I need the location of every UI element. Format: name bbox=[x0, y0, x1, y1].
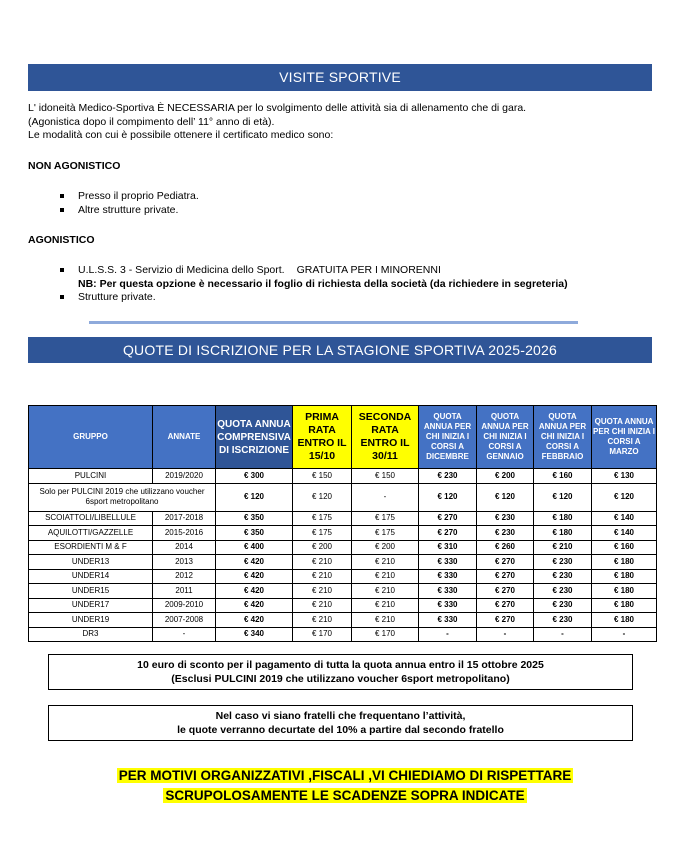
list-item: Presso il proprio Pediatra. bbox=[60, 190, 199, 204]
table-cell: € 270 bbox=[477, 613, 534, 628]
non-agonistico-heading: NON AGONISTICO bbox=[28, 160, 121, 172]
table-cell: 2015-2016 bbox=[153, 526, 216, 541]
table-cell: € 230 bbox=[534, 569, 592, 584]
table-cell: € 170 bbox=[293, 627, 352, 642]
table-cell: € 175 bbox=[293, 511, 352, 526]
table-cell: € 350 bbox=[216, 526, 293, 541]
table-cell: € 210 bbox=[293, 598, 352, 613]
table-cell: € 140 bbox=[592, 511, 657, 526]
list-item bbox=[60, 264, 568, 278]
table-cell: 2011 bbox=[153, 584, 216, 599]
sconto-note bbox=[48, 654, 633, 690]
table-cell: - bbox=[419, 627, 477, 642]
table-cell: € 330 bbox=[419, 584, 477, 599]
table-cell: € 175 bbox=[352, 526, 419, 541]
table-cell: UNDER19 bbox=[29, 613, 153, 628]
header-prima-rata: PRIMA RATA ENTRO IL 15/10 bbox=[293, 406, 352, 469]
table-cell: - bbox=[592, 627, 657, 642]
table-cell: 2014 bbox=[153, 540, 216, 555]
visite-intro bbox=[28, 102, 526, 143]
table-cell: € 230 bbox=[534, 584, 592, 599]
table-cell: € 150 bbox=[352, 469, 419, 484]
table-cell: € 230 bbox=[419, 469, 477, 484]
table-cell: € 170 bbox=[352, 627, 419, 642]
table-cell: € 200 bbox=[293, 540, 352, 555]
table-cell: € 160 bbox=[592, 540, 657, 555]
table-cell: € 230 bbox=[534, 598, 592, 613]
table-cell: € 230 bbox=[477, 511, 534, 526]
gratuita-text: GRATUITA PER I MINORENNI bbox=[296, 264, 441, 276]
table-cell: € 400 bbox=[216, 540, 293, 555]
intro-line: Le modalità con cui è possibile ottenere il certificato medico sono: bbox=[28, 129, 334, 141]
table-cell: € 120 bbox=[477, 483, 534, 511]
header-annate: ANNATE bbox=[153, 406, 216, 469]
table-cell: € 330 bbox=[419, 598, 477, 613]
table-cell: € 120 bbox=[419, 483, 477, 511]
table-cell: € 260 bbox=[477, 540, 534, 555]
table-cell: UNDER13 bbox=[29, 555, 153, 570]
list-item: Strutture private. bbox=[60, 291, 568, 305]
quote-banner: QUOTE DI ISCRIZIONE PER LA STAGIONE SPORTIVA 2025-2026 bbox=[28, 337, 652, 363]
table-cell: 2013 bbox=[153, 555, 216, 570]
table-cell: € 120 bbox=[216, 483, 293, 511]
fratelli-line: Nel caso vi siano fratelli che frequentano l’attività, bbox=[215, 710, 466, 722]
table-row bbox=[29, 555, 657, 570]
table-cell: € 210 bbox=[352, 584, 419, 599]
agonistico-heading: AGONISTICO bbox=[28, 234, 95, 246]
visite-sportive-banner: VISITE SPORTIVE bbox=[28, 64, 652, 91]
table-cell: € 340 bbox=[216, 627, 293, 642]
warning-line: PER MOTIVI ORGANIZZATIVI ,FISCALI ,VI CHIEDIAMO DI RISPETTARE bbox=[118, 768, 572, 783]
table-cell: - bbox=[352, 483, 419, 511]
table-cell: 2007-2008 bbox=[153, 613, 216, 628]
table-cell: € 420 bbox=[216, 598, 293, 613]
table-cell: UNDER14 bbox=[29, 569, 153, 584]
table-cell: 2017-2018 bbox=[153, 511, 216, 526]
table-cell: € 420 bbox=[216, 569, 293, 584]
table-cell: UNDER15 bbox=[29, 584, 153, 599]
table-cell: AQUILOTTI/GAZZELLE bbox=[29, 526, 153, 541]
fees-table bbox=[28, 405, 657, 642]
table-cell: PULCINI bbox=[29, 469, 153, 484]
table-header-row bbox=[29, 406, 657, 469]
header-seconda-rata: SECONDA RATA ENTRO IL 30/11 bbox=[352, 406, 419, 469]
header-gruppo: GRUPPO bbox=[29, 406, 153, 469]
header-dicembre: QUOTA ANNUA PER CHI INIZIA I CORSI A DICEMBRE bbox=[419, 406, 477, 469]
table-row bbox=[29, 483, 657, 511]
table-cell: € 180 bbox=[592, 555, 657, 570]
table-cell: 2019/2020 bbox=[153, 469, 216, 484]
table-row bbox=[29, 613, 657, 628]
table-cell: € 210 bbox=[293, 584, 352, 599]
table-row bbox=[29, 569, 657, 584]
table-cell: € 180 bbox=[534, 526, 592, 541]
table-cell: € 180 bbox=[592, 613, 657, 628]
table-cell: € 210 bbox=[293, 613, 352, 628]
header-febbraio: QUOTA ANNUA PER CHI INIZIA I CORSI A FEBBRAIO bbox=[534, 406, 592, 469]
table-cell: € 210 bbox=[534, 540, 592, 555]
table-cell: € 270 bbox=[419, 526, 477, 541]
table-cell: 2009-2010 bbox=[153, 598, 216, 613]
table-row bbox=[29, 540, 657, 555]
table-row bbox=[29, 584, 657, 599]
table-cell: € 120 bbox=[592, 483, 657, 511]
table-cell: 2012 bbox=[153, 569, 216, 584]
table-cell: € 210 bbox=[352, 569, 419, 584]
table-cell: € 150 bbox=[293, 469, 352, 484]
table-cell: - bbox=[534, 627, 592, 642]
table-cell: € 130 bbox=[592, 469, 657, 484]
sconto-line: 10 euro di sconto per il pagamento di tutta la quota annua entro il 15 ottobre 2025 bbox=[137, 659, 544, 671]
agonistico-list bbox=[60, 264, 568, 305]
table-row bbox=[29, 511, 657, 526]
table-cell: € 420 bbox=[216, 555, 293, 570]
table-cell: € 200 bbox=[352, 540, 419, 555]
table-row bbox=[29, 627, 657, 642]
table-cell: € 180 bbox=[592, 569, 657, 584]
table-cell: € 210 bbox=[352, 613, 419, 628]
table-cell: € 300 bbox=[216, 469, 293, 484]
table-cell: € 230 bbox=[477, 526, 534, 541]
table-cell: € 180 bbox=[592, 598, 657, 613]
table-cell: € 230 bbox=[534, 555, 592, 570]
intro-line: L' idoneità Medico-Sportiva È NECESSARIA per lo svolgimento delle attività sia di allenamento che di gara. bbox=[28, 102, 527, 114]
table-cell: € 180 bbox=[592, 584, 657, 599]
table-cell: ESORDIENTI M & F bbox=[29, 540, 153, 555]
ulss-text: U.L.S.S. 3 - Servizio di Medicina dello Sport. bbox=[78, 264, 285, 276]
table-cell: Solo per PULCINI 2019 che utilizzano voucher 6sport metropolitano bbox=[29, 483, 216, 511]
table-cell: € 210 bbox=[352, 598, 419, 613]
table-cell: € 200 bbox=[477, 469, 534, 484]
table-cell: DR3 bbox=[29, 627, 153, 642]
header-quota-annua: QUOTA ANNUA COMPRENSIVA DI ISCRIZIONE bbox=[216, 406, 293, 469]
table-cell: € 210 bbox=[293, 569, 352, 584]
table-cell: € 175 bbox=[352, 511, 419, 526]
table-cell: € 160 bbox=[534, 469, 592, 484]
table-cell: € 350 bbox=[216, 511, 293, 526]
table-cell: € 270 bbox=[477, 555, 534, 570]
non-agonistico-list bbox=[60, 190, 199, 217]
table-cell: € 420 bbox=[216, 613, 293, 628]
fratelli-note bbox=[48, 705, 633, 741]
table-row bbox=[29, 526, 657, 541]
table-cell: € 175 bbox=[293, 526, 352, 541]
list-item: Altre strutture private. bbox=[60, 204, 199, 218]
sconto-line: (Esclusi PULCINI 2019 che utilizzano voucher 6sport metropolitano) bbox=[171, 673, 510, 685]
fees-body bbox=[29, 469, 657, 642]
table-cell: € 330 bbox=[419, 569, 477, 584]
table-cell: € 210 bbox=[293, 555, 352, 570]
table-cell: - bbox=[153, 627, 216, 642]
table-cell: € 120 bbox=[293, 483, 352, 511]
table-cell: € 140 bbox=[592, 526, 657, 541]
table-cell: € 270 bbox=[477, 569, 534, 584]
table-cell: € 270 bbox=[419, 511, 477, 526]
table-cell: - bbox=[477, 627, 534, 642]
scadenze-warning bbox=[0, 766, 690, 806]
table-cell: € 210 bbox=[352, 555, 419, 570]
table-cell: € 270 bbox=[477, 598, 534, 613]
table-cell: UNDER17 bbox=[29, 598, 153, 613]
section-divider bbox=[89, 321, 578, 324]
fratelli-line: le quote verranno decurtate del 10% a partire dal secondo fratello bbox=[177, 724, 504, 736]
header-marzo: QUOTA ANNUA PER CHI INIZIA I CORSI A MARZO bbox=[592, 406, 657, 469]
table-row bbox=[29, 469, 657, 484]
table-cell: € 180 bbox=[534, 511, 592, 526]
table-cell: € 230 bbox=[534, 613, 592, 628]
table-cell: SCOIATTOLI/LIBELLULE bbox=[29, 511, 153, 526]
warning-line: SCRUPOLOSAMENTE LE SCADENZE SOPRA INDICATE bbox=[165, 788, 525, 803]
table-cell: € 270 bbox=[477, 584, 534, 599]
table-cell: € 420 bbox=[216, 584, 293, 599]
intro-line: (Agonistica dopo il compimento dell’ 11° anno di età). bbox=[28, 115, 275, 128]
table-cell: € 330 bbox=[419, 613, 477, 628]
table-cell: € 330 bbox=[419, 555, 477, 570]
header-gennaio: QUOTA ANNUA PER CHI INIZIA I CORSI A GENNAIO bbox=[477, 406, 534, 469]
table-cell: € 120 bbox=[534, 483, 592, 511]
table-row bbox=[29, 598, 657, 613]
nb-note: NB: Per questa opzione è necessario il foglio di richiesta della società (da richiedere in segreteria) bbox=[78, 277, 568, 290]
table-cell: € 310 bbox=[419, 540, 477, 555]
